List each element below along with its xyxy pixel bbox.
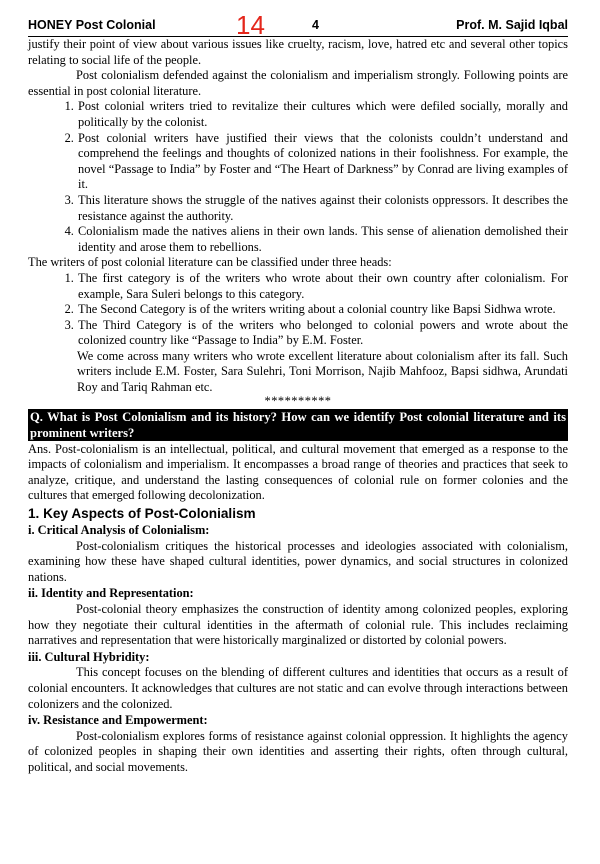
header-author: Prof. M. Sajid Iqbal <box>456 18 568 33</box>
list-item: 3. This literature shows the struggle of the natives against their colonists oppressors. It describes the resistance against the authority. <box>77 193 568 224</box>
intro-paragraph-2: Post colonialism defended against the colonialism and imperialism strongly. Following points are essential in post colonial literature. <box>28 68 568 98</box>
aspect-heading: iv. Resistance and Empowerment: <box>28 713 208 728</box>
document-page <box>28 10 568 776</box>
aspect-text: This concept focuses on the blending of different cultures and identities that occurs as a result of colonial encounters. It acknowledges that cultures are not static and can evolve through interactions between colonizers and the colonized. <box>28 665 568 711</box>
aspect-heading: i. Critical Analysis of Colonialism: <box>28 523 210 538</box>
header-number: 14 <box>236 10 265 40</box>
list-item: 2. Post colonial writers have justified their views that the colonists couldn’t understand and comprehend the feelings and thoughts of colonized nations in their foolishness. For example, the novel “Passage to India” by Foster and “The Heart of Darkness” by Conrad are living examples of it. <box>77 131 568 193</box>
categories-list <box>28 271 568 349</box>
list-item: 3. The Third Category is of the writers who belonged to colonial powers and wrote about the colonized country like “Passage to India” by E.M. Foster. <box>77 318 568 349</box>
aspect-heading: ii. Identity and Representation: <box>28 586 194 601</box>
aspect-text: Post-colonialism explores forms of resistance against colonial oppression. It highlights the agency of colonized peoples in shaping their own identities and asserting their rights, often through cultural, political, and social movements. <box>28 728 568 774</box>
closing-paragraph: We come across many writers who wrote excellent literature about colonialism after its fall. Such writers include E.M. Foster, Sara Sulehri, Toni Morrison, Najib Mahfooz, Bapsi sidhwa, Arundati Roy and Tariq Rahman etc. <box>77 348 568 395</box>
header-page-number: 4 <box>312 18 319 33</box>
list-item: 1. Post colonial writers tried to revitalize their cultures which were defiled socially, morally and politically by the colonist. <box>77 99 568 130</box>
aspect-heading: iii. Cultural Hybridity: <box>28 649 150 664</box>
essential-points-list <box>28 99 568 255</box>
aspect-text: Post-colonial theory emphasizes the construction of identity among colonized peoples, exploring how they negotiate their cultural identities in the aftermath of colonial rule. This includes reclaiming narratives and representation that were historically marginalized or distorted by colonial powers. <box>28 602 568 648</box>
header-title: HONEY Post Colonial <box>28 18 156 33</box>
answer-paragraph: Ans. Post-colonialism is an intellectual, political, and cultural movement that emerged as a response to the impacts of colonialism and imperialism. It encompasses a broad range of theories and practices that seek to analyze, critique, and understand the lasting consequences of colonial rule on former colonies and the cultures that emerged following decolonization. <box>28 441 568 503</box>
question-heading: Q. What is Post Colonialism and its history? How can we identify Post colonial literature and its prominent writers? <box>30 409 566 440</box>
list-item: 4. Colonialism made the natives aliens in their own lands. This sense of alienation demolished their identity and arose them to rebellions. <box>77 224 568 255</box>
section-title: 1. Key Aspects of Post-Colonialism <box>28 506 256 522</box>
intro-paragraph-1: justify their point of view about various issues like cruelty, racism, love, hatred etc and several other topics relating to social life of the people. <box>28 37 568 67</box>
list-item: 2. The Second Category is of the writers writing about a colonial country like Bapsi Sidhwa wrote. <box>77 302 568 318</box>
page-header <box>28 10 568 40</box>
section-divider: ********** <box>264 393 332 408</box>
list-item: 1. The first category is of the writers who wrote about their own country after colonialism. For example, Sara Suleri belongs to this category. <box>77 271 568 302</box>
aspect-text: Post-colonialism critiques the historical processes and ideologies associated with colonialism, examining how these have shaped cultural identities, power dynamics, and social structures in colonized nations. <box>28 538 568 584</box>
classification-intro: The writers of post colonial literature can be classified under three heads: <box>28 255 392 270</box>
